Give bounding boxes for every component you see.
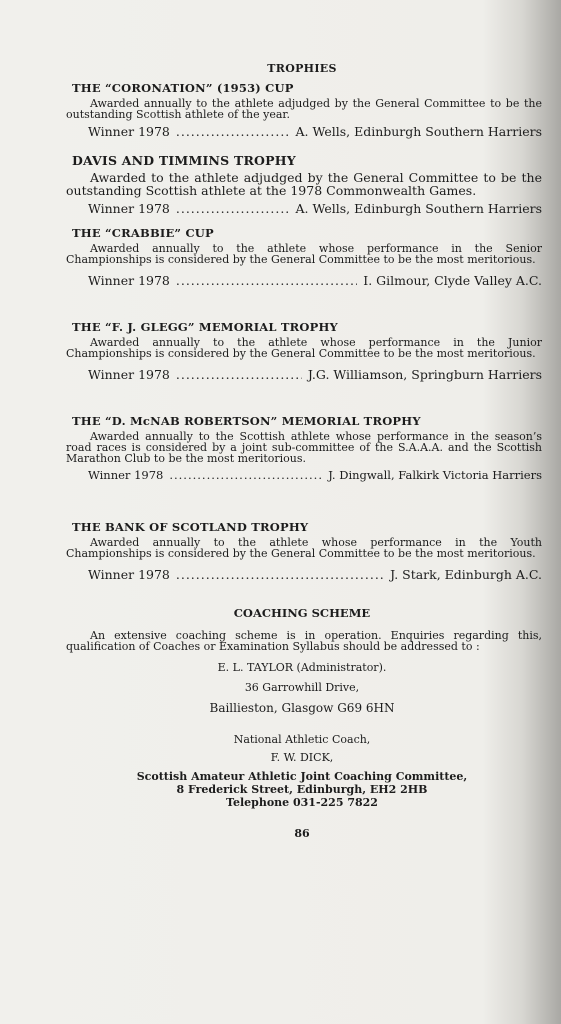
trophy-title: THE “D. McNAB ROBERTSON” MEMORIAL TROPHY <box>72 414 421 428</box>
trophy-title: THE “CRABBIE” CUP <box>72 226 214 240</box>
trophy-winner <box>88 567 542 582</box>
winner-name: J. Dingwall, Falkirk Victoria Harriers <box>328 468 542 482</box>
trophy-winner <box>88 273 542 288</box>
trophy-title: DAVIS AND TIMMINS TROPHY <box>72 153 296 168</box>
winner-name: J. Stark, Edinburgh A.C. <box>390 567 542 582</box>
trophy-description: Awarded annually to the athlete adjudged by the General Committee to be the outstanding Scottish athlete of the year. <box>66 97 542 121</box>
leader-dots <box>169 468 322 482</box>
trophy-entry <box>62 414 542 482</box>
committee-name: Scottish Amateur Athletic Joint Coaching Committee, <box>136 770 468 783</box>
leader-dots <box>176 273 357 288</box>
trophy-title: THE “F. J. GLEGG” MEMORIAL TROPHY <box>72 320 338 334</box>
coaching-heading: COACHING SCHEME <box>233 606 371 620</box>
trophy-description: Awarded annually to the athlete whose performance in the Junior Championships is considered by the General Committee to be the most meritorious. <box>66 336 542 360</box>
trophy-description: Awarded to the athlete adjudged by the General Committee to be the outstanding Scottish athlete at the 1978 Commonwealth Games. <box>66 170 542 198</box>
national-coach-name: F. W. DICK, <box>270 751 334 764</box>
trophy-entry <box>62 153 542 216</box>
winner-label: Winner 1978 <box>88 468 164 482</box>
leader-dots <box>176 367 302 382</box>
trophy-winner <box>88 201 542 216</box>
telephone: Telephone 031-225 7822 <box>226 796 378 809</box>
committee-address: 8 Frederick Street, Edinburgh, EH2 2HB <box>176 783 428 796</box>
winner-label: Winner 1978 <box>88 201 170 216</box>
leader-dots <box>176 124 290 139</box>
page-content <box>62 62 542 840</box>
administrator-name: E. L. TAYLOR (Administrator). <box>217 661 387 674</box>
trophy-title: THE BANK OF SCOTLAND TROPHY <box>72 520 309 534</box>
trophy-entry <box>62 81 542 139</box>
winner-label: Winner 1978 <box>88 273 170 288</box>
national-coach-label: National Athletic Coach, <box>233 733 371 746</box>
trophy-winner <box>88 367 542 382</box>
winner-name: I. Gilmour, Clyde Valley A.C. <box>363 273 542 288</box>
winner-name: A. Wells, Edinburgh Southern Harriers <box>295 124 542 139</box>
address-line: Baillieston, Glasgow G69 6HN <box>209 701 395 715</box>
trophy-winner <box>88 468 542 482</box>
trophy-winner <box>88 124 542 139</box>
trophy-title: THE “CORONATION” (1953) CUP <box>72 81 294 95</box>
winner-label: Winner 1978 <box>88 567 170 582</box>
trophy-entry <box>62 226 542 288</box>
address-line: 36 Garrowhill Drive, <box>244 681 360 694</box>
trophy-entry <box>62 320 542 382</box>
trophy-description: Awarded annually to the athlete whose performance in the Senior Championships is considered by the General Committee to be the most meritorious. <box>66 242 542 266</box>
page-number: 86 <box>294 827 310 840</box>
winner-label: Winner 1978 <box>88 124 170 139</box>
coaching-description: An extensive coaching scheme is in operation. Enquiries regarding this, qualification of Coaches or Examination Syllabus should be addressed to : <box>66 629 542 653</box>
trophy-entry <box>62 520 542 582</box>
winner-name: A. Wells, Edinburgh Southern Harriers <box>295 201 542 216</box>
trophies-heading: TROPHIES <box>267 62 337 75</box>
trophy-description: Awarded annually to the athlete whose performance in the Youth Championships is considered by the General Committee to be the most meritorious. <box>66 536 542 560</box>
winner-name: J.G. Williamson, Springburn Harriers <box>307 367 542 382</box>
leader-dots <box>176 567 384 582</box>
trophy-description: Awarded annually to the Scottish athlete whose performance in the season’s road races is considered by a joint sub-committee of the S.A.A.A. and the Scottish Marathon Club to be the most meritorious. <box>66 430 542 465</box>
winner-label: Winner 1978 <box>88 367 170 382</box>
leader-dots <box>176 201 290 216</box>
